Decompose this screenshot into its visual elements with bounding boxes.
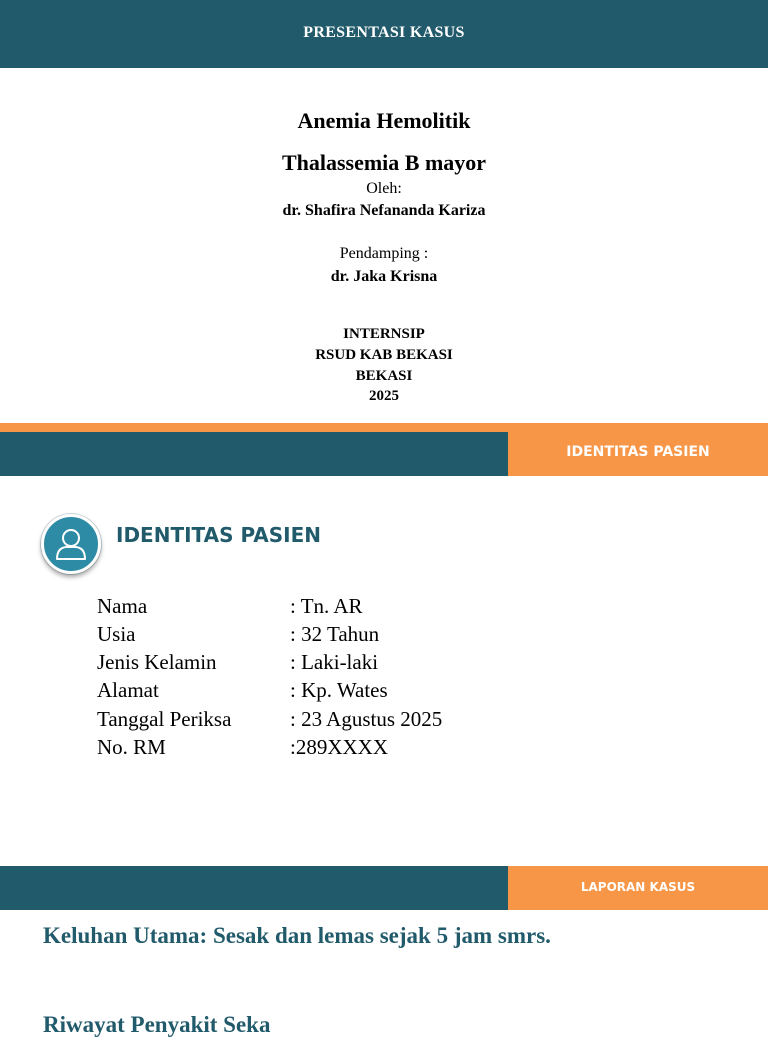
header-title: PRESENTASI KASUS — [303, 24, 465, 41]
supervisor-name: dr. Jaka Krisna — [330, 268, 438, 285]
institution-line: INTERNSIP — [343, 326, 425, 342]
field-value: : 32 Tahun — [290, 622, 380, 646]
presentation-title: Anemia Hemolitik — [297, 108, 471, 133]
institution-line: BEKASI — [355, 368, 413, 384]
presentation-subtitle: Thalassemia B mayor — [281, 150, 487, 175]
field-value: : Kp. Wates — [290, 678, 388, 702]
person-icon — [41, 514, 101, 574]
chief-complaint: Keluhan Utama: Sesak dan lemas sejak 5 jam smrs. — [43, 923, 551, 948]
section-bar — [0, 866, 508, 910]
author-name: dr. Shafira Nefananda Kariza — [282, 202, 486, 219]
field-label: No. RM — [97, 735, 166, 759]
field-label: Jenis Kelamin — [97, 650, 217, 674]
field-label: Usia — [97, 622, 136, 646]
section-label: IDENTITAS PASIEN — [566, 444, 710, 460]
field-label: Nama — [97, 594, 148, 618]
institution-line: 2025 — [369, 388, 399, 404]
section-heading: IDENTITAS PASIEN — [116, 523, 322, 547]
title-slide-header — [0, 0, 768, 68]
field-value: : Tn. AR — [290, 594, 363, 618]
field-value: : 23 Agustus 2025 — [290, 707, 443, 731]
accent-stripe — [0, 423, 768, 432]
institution-line: RSUD KAB BEKASI — [315, 347, 453, 363]
next-heading: Riwayat Penyakit Seka — [43, 1012, 271, 1037]
field-value: : Laki-laki — [290, 650, 379, 674]
field-label: Alamat — [97, 678, 159, 702]
supervisor-label: Pendamping : — [339, 245, 429, 262]
field-label: Tanggal Periksa — [97, 707, 232, 731]
by-label: Oleh: — [366, 180, 402, 197]
section-bar — [0, 432, 508, 476]
section-label: LAPORAN KASUS — [580, 880, 696, 894]
field-value: :289XXXX — [290, 735, 388, 759]
